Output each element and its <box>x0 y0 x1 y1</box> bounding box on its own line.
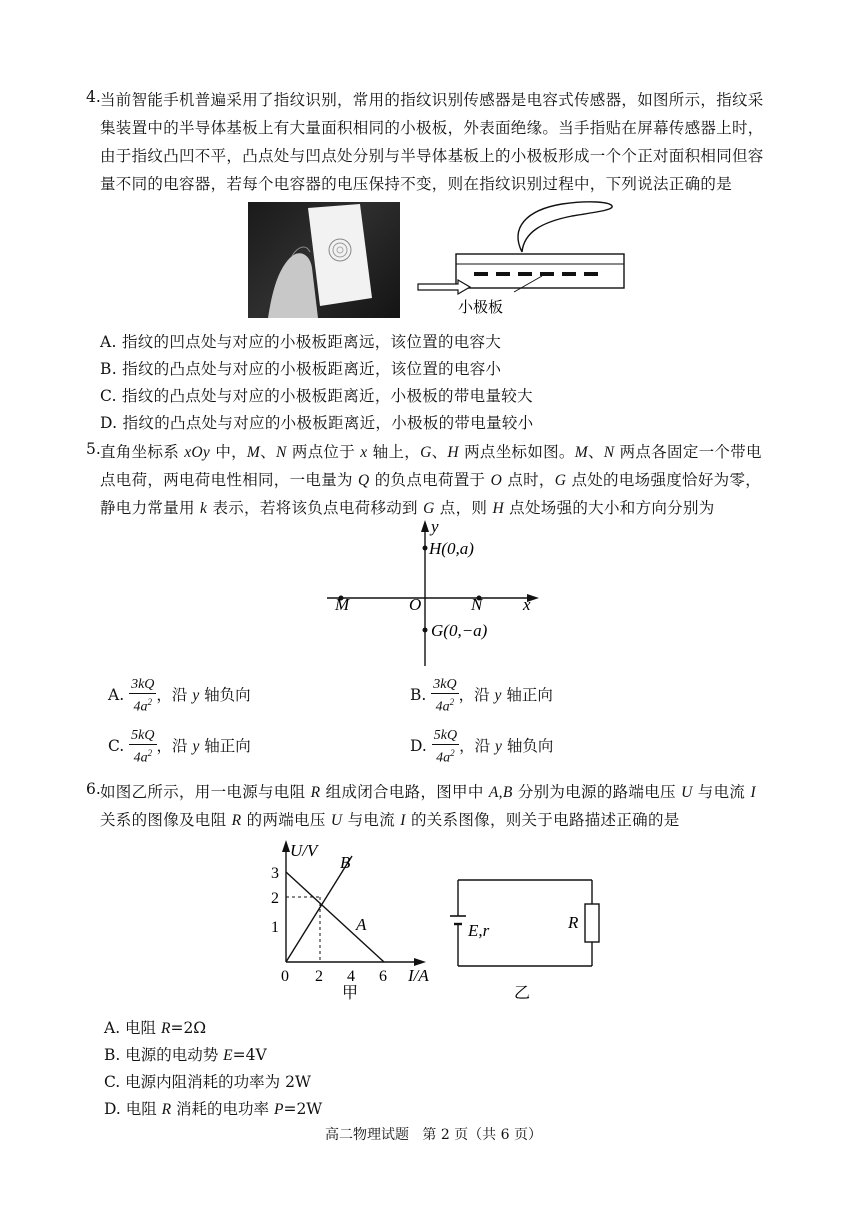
q6-stem-line-1: 如图乙所示，用一电源与电阻 R 组成闭合电路，图甲中 A,B 分别为电源的路端电压 U 与电流 I <box>100 783 756 801</box>
q6-option-d: D. 电阻 R 消耗的电功率 P=2W <box>104 1100 323 1118</box>
q5-stem-line-1: 直角坐标系 xOy 中，M、N 两点位于 x 轴上，G、H 两点坐标如图。M、N 两点各固定一个带电 <box>100 443 762 461</box>
m-label: M <box>335 595 350 614</box>
y-tick-3: 3 <box>271 865 279 882</box>
sensor-diagram <box>414 198 626 320</box>
q4-option-c: C. 指纹的凸点处与对应的小极板距离近，小极板的带电量较大 <box>100 387 533 405</box>
o-label: O <box>409 595 422 614</box>
coordinate-diagram <box>325 518 545 668</box>
circuit-diagram <box>444 870 614 1004</box>
q4-option-b: B. 指纹的凸点处与对应的小极板距离近，该位置的电容小 <box>100 360 502 378</box>
y-tick-1: 1 <box>271 919 279 936</box>
q6-option-c: C. 电源内阻消耗的功率为 2W <box>104 1073 311 1091</box>
photo-content <box>248 202 400 318</box>
small-plate-label: 小极板 <box>458 300 504 316</box>
q5-stem-line-2: 点电荷，两电荷电性相同，一电量为 Q 的负点电荷置于 O 点时，G 点处的电场强度恰好为零， <box>100 471 762 489</box>
x-tick-2: 2 <box>315 968 323 985</box>
q4-stem-line-1: 当前智能手机普遍采用了指纹识别，常用的指纹识别传感器是电容式传感器，如图所示，指纹采 <box>100 91 764 109</box>
q4-option-a: A. 指纹的凹点处与对应的小极板距离远，该位置的电容大 <box>100 333 502 351</box>
q5-option-a: A. $\frac{3kQ}{4a^2}$ ，沿 y 轴负向 <box>108 677 251 715</box>
q4-stem-line-2: 集装置中的半导体基板上有大量面积相同的小极板，外表面绝缘。当手指贴在屏幕传感器上时， <box>100 119 764 137</box>
y-axis-label: y <box>431 518 439 536</box>
line-a <box>286 872 384 962</box>
graph-caption: 甲 <box>342 985 359 1002</box>
line-b-label: B <box>340 853 351 872</box>
ui-graph <box>266 836 446 1004</box>
q5-option-d: D. $\frac{5kQ}{4a^2}$ ，沿 y 轴负向 <box>410 728 554 766</box>
sensor-substrate <box>456 254 624 288</box>
q5-number: 5. <box>86 440 101 458</box>
x-tick-6: 6 <box>379 968 387 985</box>
g-label: G(0,−a) <box>431 621 488 640</box>
point-h <box>423 546 428 551</box>
q4-number: 4. <box>86 88 101 106</box>
resistor-label: R <box>568 913 579 932</box>
x-tick-4: 4 <box>347 968 355 985</box>
arrow-icon <box>418 280 470 294</box>
q6-number: 6. <box>86 780 101 798</box>
page-footer: 高二物理试题 第 2 页（共 6 页） <box>325 1127 542 1143</box>
source-label: E,r <box>468 921 490 940</box>
point-g <box>423 628 428 633</box>
q5-stem-line-3: 静电力常量用 k 表示，若将该负点电荷移动到 G 点，则 H 点处场强的大小和方向分别为 <box>100 499 715 517</box>
circuit-caption: 乙 <box>514 985 531 1002</box>
q4-stem-line-3: 由于指纹凸凹不平，凸点处与凹点处分别与半导体基板上的小极板形成一个个正对面积相同但容 <box>100 147 764 165</box>
y-tick-2: 2 <box>271 890 279 907</box>
x-axis-label: x <box>523 595 531 614</box>
q5-option-c: C. $\frac{5kQ}{4a^2}$ ，沿 y 轴正向 <box>108 728 251 766</box>
q4-stem-line-4: 量不同的电容器，若每个电容器的电压保持不变，则在指纹识别过程中，下列说法正确的是 <box>100 175 733 193</box>
fingerprint-photo <box>248 202 400 318</box>
q5-option-b: B. $\frac{3kQ}{4a^2}$ ，沿 y 轴正向 <box>410 677 553 715</box>
x-axis-label: I/A <box>408 966 429 985</box>
finger-outline <box>518 202 612 252</box>
line-a-label: A <box>356 915 367 934</box>
resistor <box>585 904 599 942</box>
q6-option-a: A. 电阻 R=2Ω <box>104 1019 207 1037</box>
q6-option-b: B. 电源的电动势 E=4V <box>104 1046 267 1064</box>
h-label: H(0,a) <box>429 539 474 558</box>
y-axis-label: U/V <box>290 841 318 860</box>
n-label: N <box>471 595 483 614</box>
q4-option-d: D. 指纹的凸点处与对应的小极板距离近，小极板的带电量较小 <box>100 414 534 432</box>
q6-stem-line-2: 关系的图像及电阻 R 的两端电压 U 与电流 I 的关系图像，则关于电路描述正确的是 <box>100 811 680 829</box>
origin-label: 0 <box>281 968 289 985</box>
